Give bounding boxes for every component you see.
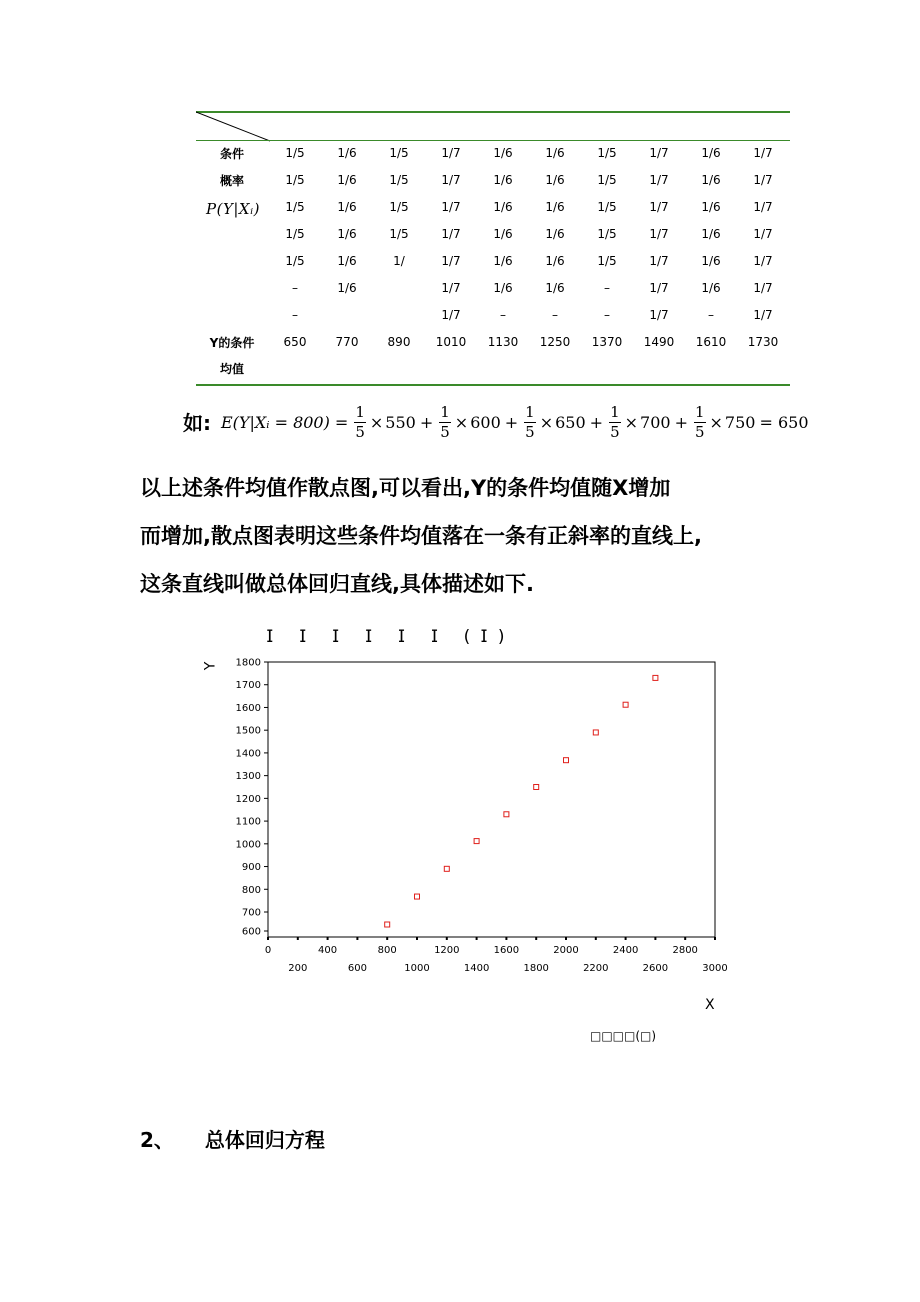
- chart-title: 𝖨 𝖨 𝖨 𝖨 𝖨 𝖨 (𝖨): [266, 627, 515, 647]
- table-cell: 1/5: [597, 227, 617, 241]
- x-tick-label: 3000: [702, 963, 728, 974]
- y-tick-label: 1600: [235, 702, 261, 714]
- table-cell: 1/5: [597, 200, 617, 214]
- table-cell: 1/7: [753, 308, 773, 322]
- y-tick-label: 1400: [235, 748, 261, 760]
- table-cell: 1/5: [389, 173, 409, 187]
- table-cell: 1/: [393, 254, 405, 268]
- table-cell: 1/6: [545, 146, 565, 160]
- table-cell: 1/7: [441, 281, 461, 295]
- table-cell: 1/7: [753, 146, 773, 160]
- y-tick-label: 900: [241, 862, 261, 874]
- table-cell: 1/7: [649, 146, 669, 160]
- fraction-denominator: 5: [694, 422, 705, 441]
- table-cell: 1/7: [441, 254, 461, 268]
- table-cell: 1/5: [389, 200, 409, 214]
- formula-times: ×: [369, 412, 384, 432]
- table-cell: 1/7: [649, 227, 669, 241]
- table-cell: 1/6: [701, 173, 721, 187]
- y-tick-label: 1700: [235, 680, 261, 692]
- table-cell: 1/7: [441, 227, 461, 241]
- x-tick-label: 600: [347, 963, 367, 974]
- table-header-rule: [196, 140, 790, 141]
- table-cell: 1/7: [649, 254, 669, 268]
- formula-plus: +: [674, 412, 688, 432]
- table-cell: 1/6: [493, 146, 513, 160]
- fraction-numerator: 1: [610, 402, 620, 421]
- fraction-numerator: 1: [525, 402, 535, 421]
- formula-expression: [221, 398, 809, 446]
- table-mean-cell: 1490: [643, 335, 675, 349]
- formula-times: ×: [454, 412, 469, 432]
- table-cell: 1/6: [337, 281, 357, 295]
- x-tick-label: 1600: [493, 945, 520, 956]
- table-cell: 1/7: [753, 281, 773, 295]
- table-cell: 1/6: [701, 200, 721, 214]
- table-mean-cell: 890: [387, 335, 411, 349]
- row-label-probability: 概率: [219, 174, 244, 188]
- formula-value: 750: [724, 412, 756, 432]
- table-cell: 1/6: [493, 227, 513, 241]
- x-tick-label: 2200: [583, 963, 609, 974]
- table-cell: 1/5: [285, 173, 305, 187]
- table-cell: 1/7: [753, 254, 773, 268]
- chart-y-axis-label: Y: [202, 661, 219, 671]
- x-tick-label: 1000: [404, 963, 430, 974]
- table-cell: 1/5: [285, 200, 305, 214]
- paragraph-line-3: 这条直线叫做总体回归直线,具体描述如下.: [140, 572, 534, 596]
- row-label-probability-function: P(Y|Xᵢ): [206, 200, 260, 218]
- table-mean-cell: 1250: [539, 335, 571, 349]
- y-tick-label: 1500: [235, 725, 261, 737]
- fraction-numerator: 1: [355, 402, 365, 421]
- table-cell: 1/5: [597, 146, 617, 160]
- formula-lhs: E(Y|Xᵢ = 800) =: [221, 412, 349, 432]
- table-cell: –: [292, 308, 298, 322]
- table-cell: 1/6: [493, 254, 513, 268]
- table-cell: 1/6: [493, 173, 513, 187]
- table-cell: 1/6: [701, 146, 721, 160]
- y-tick-label: 800: [241, 884, 261, 896]
- y-tick-label: 1800: [235, 657, 261, 669]
- formula-fraction: [694, 402, 706, 441]
- x-tick-label: 2000: [553, 945, 579, 956]
- table-mean-cell: 1130: [487, 335, 519, 349]
- table-cell: 1/6: [337, 254, 357, 268]
- formula-times: ×: [624, 412, 639, 432]
- x-tick-label: 2400: [612, 945, 639, 956]
- formula-plus: +: [589, 412, 604, 432]
- table-cell: 1/6: [701, 281, 721, 295]
- y-tick-label: 600: [241, 926, 261, 938]
- x-tick-label: 200: [288, 963, 308, 974]
- table-cell: 1/6: [545, 281, 565, 295]
- y-tick-label: 700: [241, 907, 261, 919]
- table-cell: 1/7: [753, 227, 773, 241]
- table-cell: 1/6: [337, 146, 357, 160]
- table-cell: 1/5: [389, 227, 409, 241]
- formula-plus: +: [419, 412, 434, 432]
- table-cell: 1/5: [285, 254, 305, 268]
- fraction-numerator: 1: [694, 402, 705, 421]
- table-cell: 1/6: [337, 173, 357, 187]
- section-title: 总体回归方程: [204, 1128, 325, 1152]
- y-tick-label: 1100: [235, 816, 261, 828]
- formula-fraction: [439, 402, 451, 441]
- table-cell: 1/5: [597, 173, 617, 187]
- table-mean-cell: 1010: [435, 335, 467, 349]
- row-label-conditional: 条件: [219, 147, 244, 161]
- table-cell: 1/6: [701, 254, 721, 268]
- formula-result: = 650: [759, 412, 809, 432]
- x-tick-label: 400: [318, 945, 338, 956]
- table-cell: 1/6: [545, 227, 565, 241]
- table-cell: –: [552, 308, 558, 322]
- y-tick-label: 1200: [235, 793, 261, 805]
- table-cell: 1/6: [545, 173, 565, 187]
- x-tick-label: 1400: [463, 963, 490, 974]
- x-tick-label: 800: [377, 945, 397, 956]
- table-mean-cell: 650: [283, 335, 307, 349]
- table-cell: 1/5: [597, 254, 617, 268]
- formula-plus: +: [504, 412, 519, 432]
- table-header-diagonal: [196, 111, 276, 143]
- x-tick-label: 1800: [523, 963, 549, 974]
- table-cell: 1/6: [337, 200, 357, 214]
- table-cell: 1/7: [441, 146, 461, 160]
- table-cell: 1/7: [649, 200, 669, 214]
- formula-value: 650: [555, 412, 586, 432]
- formula-value: 550: [385, 412, 416, 432]
- table-cell: 1/7: [441, 173, 461, 187]
- formula-times: ×: [709, 412, 723, 432]
- plot-frame: [268, 662, 715, 937]
- table-mean-cell: 1370: [591, 335, 623, 349]
- table-cell: –: [292, 281, 298, 295]
- table-cell: 1/5: [285, 146, 305, 160]
- x-tick-label: 2600: [642, 963, 669, 974]
- formula-line: [221, 398, 809, 446]
- table-cell: 1/7: [753, 173, 773, 187]
- table-cell: 1/7: [649, 308, 669, 322]
- row-label-conditional-mean: Y的条件: [209, 336, 255, 350]
- x-tick-label: 2800: [672, 945, 698, 956]
- paragraph-line-2: 而增加,散点图表明这些条件均值落在一条有正斜率的直线上,: [140, 524, 702, 548]
- table-cell: 1/7: [649, 173, 669, 187]
- row-label-mean: 均值: [219, 362, 244, 376]
- table-cell: 1/5: [389, 146, 409, 160]
- y-tick-label: 1300: [235, 771, 261, 783]
- table-cell: 1/6: [337, 227, 357, 241]
- table-bottom-rule: [196, 384, 790, 386]
- chart-x-axis-label: X: [705, 997, 715, 1013]
- table-cell: 1/7: [753, 200, 773, 214]
- section-heading: [140, 1124, 325, 1153]
- table-mean-cell: 1610: [695, 335, 727, 349]
- fraction-denominator: 5: [525, 422, 535, 441]
- formula-fraction: [609, 402, 621, 441]
- fraction-denominator: 5: [440, 422, 450, 441]
- table-cell: 1/7: [441, 308, 461, 322]
- table-mean-cell: 770: [335, 335, 359, 349]
- table-cell: 1/7: [649, 281, 669, 295]
- fraction-denominator: 5: [610, 422, 620, 441]
- table-top-rule: [196, 111, 790, 113]
- section-number: 2、: [140, 1128, 174, 1152]
- table-cell: –: [604, 308, 610, 322]
- table-cell: 1/7: [441, 200, 461, 214]
- table-cell: 1/6: [493, 281, 513, 295]
- fraction-numerator: 1: [440, 402, 450, 421]
- table-cell: 1/5: [285, 227, 305, 241]
- x-tick-label: 0: [264, 945, 272, 956]
- fraction-denominator: 5: [355, 422, 365, 441]
- table-cell: 1/6: [493, 200, 513, 214]
- table-cell: 1/6: [545, 254, 565, 268]
- paragraph-line-1: 以上述条件均值作散点图,可以看出,Y的条件均值随X增加: [140, 476, 671, 500]
- y-tick-label: 1000: [235, 839, 261, 851]
- formula-value: 600: [470, 412, 501, 432]
- formula-prefix: 如:: [183, 411, 211, 435]
- table-cell: –: [604, 281, 610, 295]
- table-mean-cell: 1730: [747, 335, 779, 349]
- formula-value: 700: [640, 412, 671, 432]
- table-cell: –: [500, 308, 506, 322]
- scatter-chart: [220, 650, 730, 985]
- x-tick-label: 1200: [434, 945, 460, 956]
- table-cell: 1/6: [701, 227, 721, 241]
- table-cell: 1/6: [545, 200, 565, 214]
- table-cell: –: [708, 308, 714, 322]
- formula-fraction: [354, 402, 366, 441]
- formula-times: ×: [539, 412, 554, 432]
- formula-fraction: [524, 402, 536, 441]
- chart-caption: □□□□(□): [590, 1029, 657, 1043]
